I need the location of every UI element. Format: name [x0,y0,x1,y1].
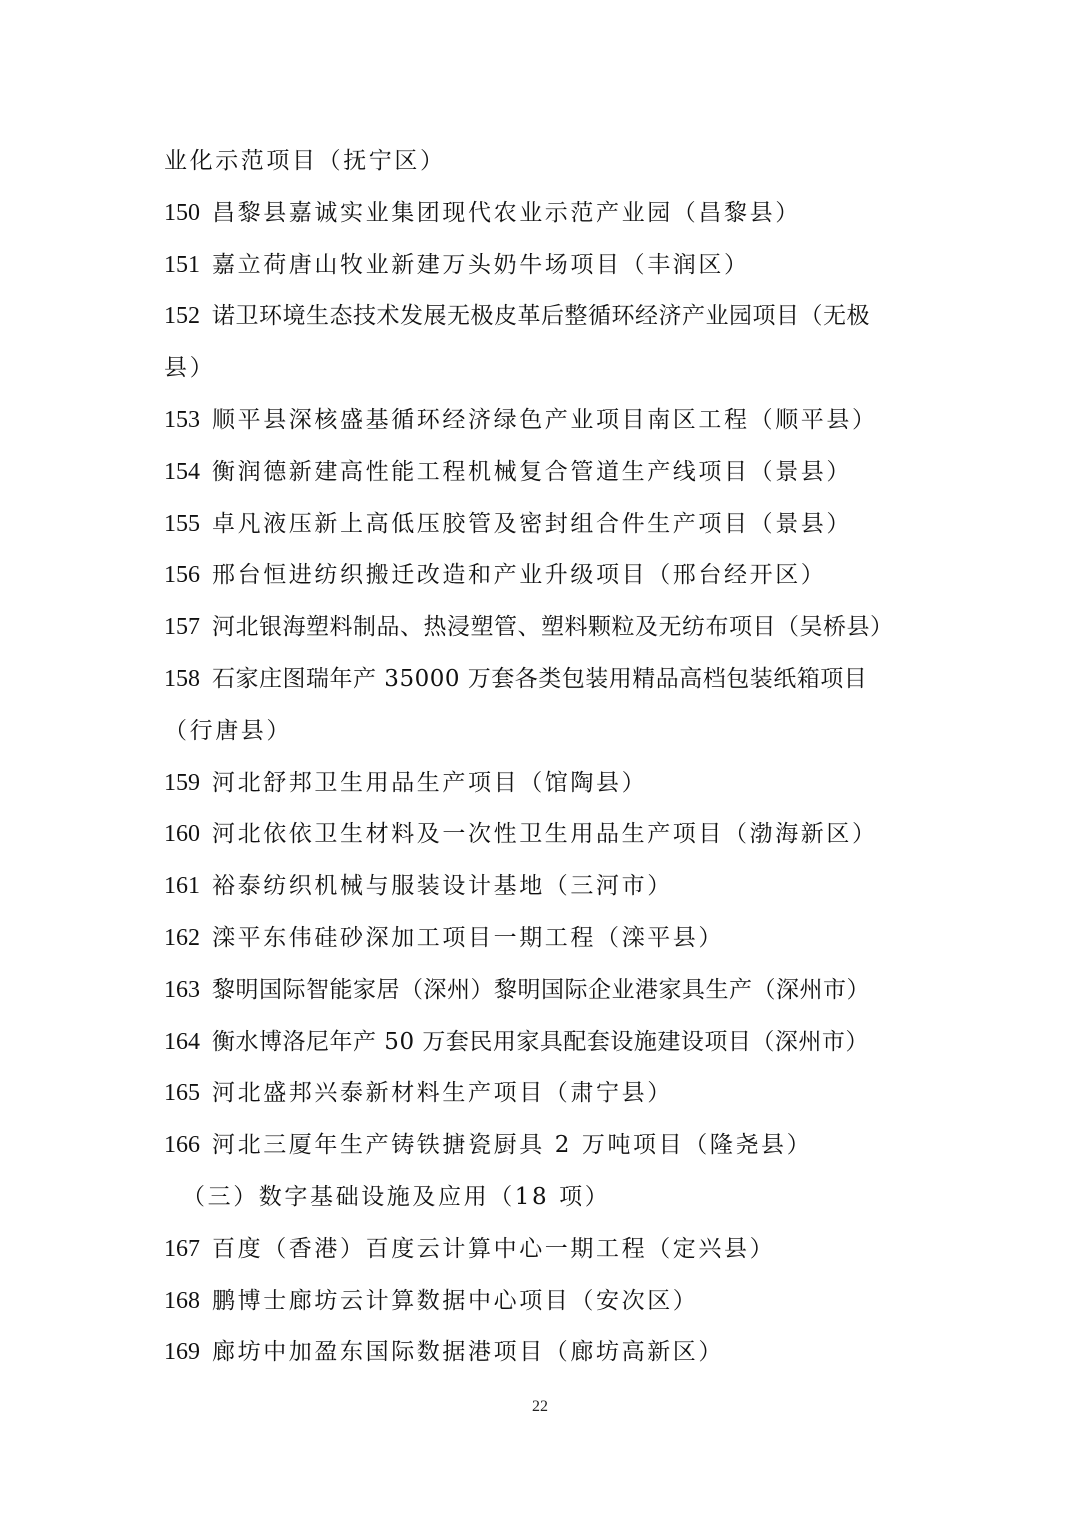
line-text: 嘉立荷唐山牧业新建万头奶牛场项目（丰润区） [212,251,750,278]
item-number: 159 [164,769,200,796]
line-text: 河北三厦年生产铸铁搪瓷厨具 2 万吨项目（隆尧县） [212,1132,813,1159]
item-number: 162 [164,924,200,951]
item-number: 151 [164,251,200,278]
line-text: 河北银海塑料制品、热浸塑管、塑料颗粒及无纺布项目（吴桥县） [212,614,894,641]
list-item-154 [164,447,924,499]
list-line-continuation [164,136,924,188]
list-item-163 [164,965,924,1017]
project-list [164,136,924,1379]
list-item-152 [164,291,924,343]
line-text: 石家庄图瑞年产 35000 万套各类包装用精品高档包装纸箱项目 [212,665,868,692]
item-number: 158 [164,665,200,692]
line-text: 衡润德新建高性能工程机械复合管道生产线项目（景县） [212,458,852,485]
item-number: 168 [164,1287,200,1314]
line-text: 河北舒邦卫生用品生产项目（馆陶县） [212,769,648,796]
list-item-168 [164,1276,924,1328]
list-item-156 [164,550,924,602]
item-number: 156 [164,562,200,589]
item-number: 164 [164,1028,200,1055]
list-item-167 [164,1224,924,1276]
list-item-169 [164,1327,924,1379]
item-number: 153 [164,406,200,433]
item-number: 167 [164,1235,200,1262]
list-item-160 [164,809,924,861]
line-text: 滦平东伟硅砂深加工项目一期工程（滦平县） [212,924,724,951]
item-number: 152 [164,303,200,330]
list-item-153 [164,395,924,447]
line-text: （行唐县） [164,717,292,744]
line-text: 衡水博洛尼年产 50 万套民用家具配套设施建设项目（深州市） [212,1028,869,1055]
line-text: 昌黎县嘉诚实业集团现代农业示范产业园（昌黎县） [212,199,801,226]
section-heading [164,1172,924,1224]
line-text: 诺卫环境生态技术发展无极皮革后整循环经济产业园项目（无极 [212,303,870,330]
list-line-continuation [164,343,924,395]
item-number: 160 [164,821,200,848]
line-text: 廊坊中加盈东国际数据港项目（廊坊高新区） [212,1339,724,1366]
list-item-165 [164,1068,924,1120]
item-number: 157 [164,614,200,641]
item-number: 154 [164,458,200,485]
page-number: 22 [532,1398,548,1415]
list-item-164 [164,1017,924,1069]
list-item-157 [164,602,924,654]
list-item-166 [164,1120,924,1172]
item-number: 163 [164,976,200,1003]
line-text: 河北依依卫生材料及一次性卫生用品生产项目（渤海新区） [212,821,878,848]
list-item-159 [164,758,924,810]
item-number: 166 [164,1132,200,1159]
section-heading-text: （三）数字基础设施及应用（18 项） [182,1183,611,1210]
item-number: 161 [164,873,200,900]
item-number: 155 [164,510,200,537]
line-text: 黎明国际智能家居（深州）黎明国际企业港家具生产（深州市） [212,976,870,1003]
line-text: 业化示范项目（抚宁区） [164,148,446,174]
line-text: 河北盛邦兴泰新材料生产项目（肃宁县） [212,1080,673,1107]
line-text: 顺平县深核盛基循环经济绿色产业项目南区工程（顺平县） [212,406,878,433]
item-number: 169 [164,1339,200,1366]
list-item-158 [164,654,924,706]
list-item-155 [164,499,924,551]
line-text: 裕泰纺织机械与服装设计基地（三河市） [212,873,673,900]
line-text: 鹏博士廊坊云计算数据中心项目（安次区） [212,1287,699,1314]
list-line-continuation [164,706,924,758]
line-text: 邢台恒进纺织搬迁改造和产业升级项目（邢台经开区） [212,562,827,589]
item-number: 150 [164,199,200,226]
list-item-150 [164,188,924,240]
list-item-161 [164,861,924,913]
item-number: 165 [164,1080,200,1107]
line-text: 县） [164,355,216,382]
list-item-162 [164,913,924,965]
line-text: 卓凡液压新上高低压胶管及密封组合件生产项目（景县） [212,510,852,537]
list-item-151 [164,240,924,292]
line-text: 百度（香港）百度云计算中心一期工程（定兴县） [212,1235,776,1262]
